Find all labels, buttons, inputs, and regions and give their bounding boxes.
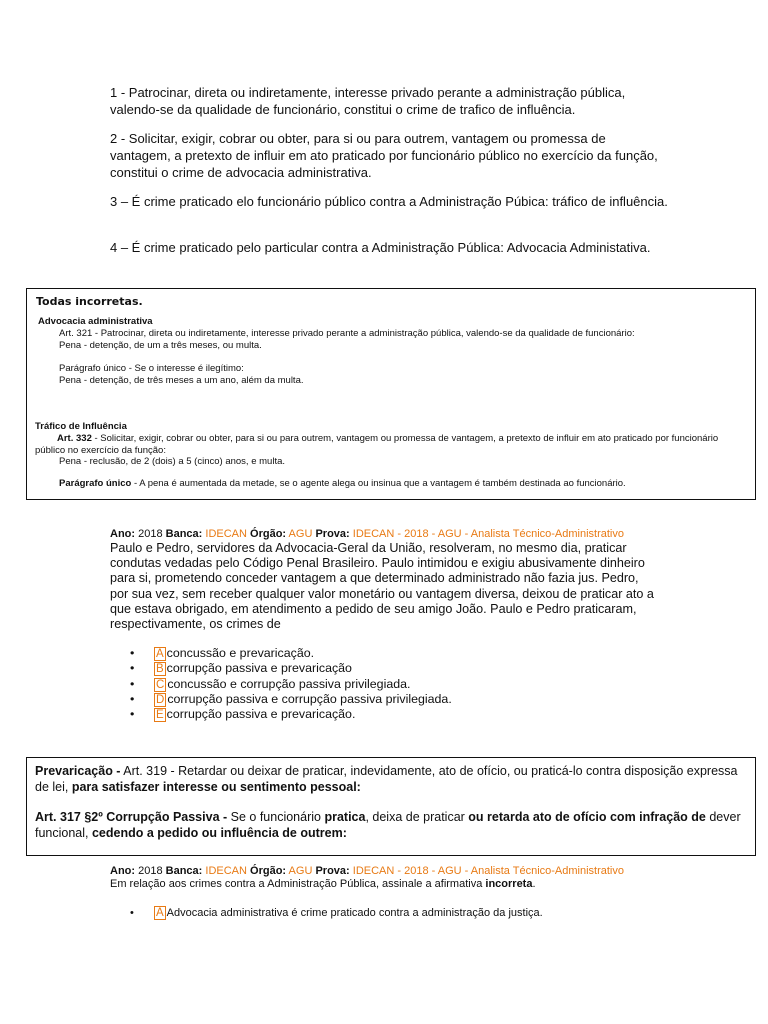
corrupcao-text xyxy=(35,810,751,841)
traf-art-label: Art. 332 xyxy=(57,433,92,444)
q1-options xyxy=(130,646,690,722)
adv-paragrafo: Parágrafo único - Se o interesse é ilegítimo: xyxy=(59,363,244,374)
bullet-icon: • xyxy=(130,907,134,919)
q2-meta xyxy=(110,864,624,878)
q2-text-before: Em relação aos crimes contra a Administração Pública, assinale a afirmativa xyxy=(110,878,486,890)
q1-ano: 2018 xyxy=(138,528,163,540)
traf-paragrafo xyxy=(59,478,749,490)
q2-text-after: . xyxy=(532,878,536,890)
traf-par-text: - A pena é aumentada da metade, se o agente alega ou insinua que a vantagem é também destinada ao funcionário. xyxy=(131,478,626,489)
adv-pena-2: Pena - detenção, de três meses a um ano, além da multa. xyxy=(59,375,304,386)
q1-prova-link[interactable]: IDECAN - 2018 - AGU - Analista Técnico-Administrativo xyxy=(352,528,624,540)
prev-bold: para satisfazer interesse ou sentimento pessoal: xyxy=(71,779,361,794)
q1-option-b-letter[interactable]: B xyxy=(156,663,164,676)
adv-heading: Advocacia administrativa xyxy=(38,316,153,327)
q1-option-c-text: concussão e corrupção passiva privilegiada. xyxy=(167,676,411,691)
q2-option-a[interactable] xyxy=(130,906,690,921)
q1-option-d[interactable] xyxy=(130,692,690,707)
corr-t3: dever funcional, xyxy=(35,810,741,840)
q1-meta xyxy=(110,527,624,541)
q1-text: Paulo e Pedro, servidores da Advocacia-Geral da União, resolveram, no mesmo dia, praticar condutas vedadas pelo Código Penal Brasileiro. Paulo intimidou e exigiu abusivamente dinheiro para si, prometendo conceder vantagem a que determinado administrado não fazia jus. Pedro, por sua vez, sem receber qualquer valor monetário ou vantagem diversa, deixou de praticar ato a que estava obrigado, em atendimento a pedido de seu amigo João. Paulo e Pedro praticaram, respectivamente, os crimes de xyxy=(110,541,654,632)
q1-option-e-letter[interactable]: E xyxy=(156,709,164,722)
q1-orgao-link[interactable]: AGU xyxy=(288,528,313,540)
answer-title: Todas incorretas. xyxy=(36,295,143,308)
prevaricacao-text xyxy=(35,764,747,795)
q2-text xyxy=(110,877,536,891)
q2-prova-label: Prova: xyxy=(315,865,350,877)
q1-banca-link[interactable]: IDECAN xyxy=(205,528,247,540)
traf-pena: Pena - reclusão, de 2 (dois) a 5 (cinco) anos, e multa. xyxy=(59,456,286,467)
explanation-box xyxy=(26,757,756,856)
statement-3: 3 – É crime praticado elo funcionário público contra a Administração Púbica: tráfico de influência. xyxy=(110,194,668,209)
q1-ano-label: Ano: xyxy=(110,528,136,540)
corr-b1: pratica xyxy=(324,810,366,824)
q2-banca-link[interactable]: IDECAN xyxy=(205,865,247,877)
traf-art-text: - Solicitar, exigir, cobrar ou obter, para si ou para outrem, vantagem ou promessa de vantagem, a pretexto de influir em ato praticado por funcionário público no exercício da função: xyxy=(35,433,719,456)
q1-option-a[interactable] xyxy=(130,646,690,661)
q2-ano-label: Ano: xyxy=(110,865,136,877)
q2-option-a-text: Advocacia administrativa é crime praticado contra a administração da justiça. xyxy=(166,907,543,919)
prev-label: Prevaricação - xyxy=(35,764,121,778)
bullet-icon: • xyxy=(130,707,135,722)
adv-article: Art. 321 - Patrocinar, direta ou indiretamente, interesse privado perante a administração pública, valendo-se da qualidade de funcionário: xyxy=(59,328,635,339)
q2-orgao-link[interactable]: AGU xyxy=(288,865,313,877)
corr-b2: ou retarda ato de ofício com infração de xyxy=(468,810,706,824)
q2-banca-label: Banca: xyxy=(165,865,203,877)
bullet-icon: • xyxy=(130,646,135,660)
traf-article xyxy=(35,433,735,457)
q2-ano: 2018 xyxy=(138,865,163,877)
q1-option-e[interactable] xyxy=(130,707,690,722)
q2-prova-link[interactable]: IDECAN - 2018 - AGU - Analista Técnico-Administrativo xyxy=(352,865,624,877)
prev-text: Art. 319 - Retardar ou deixar de praticar, indevidamente, ato de ofício, ou praticá-lo contra disposição expressa de lei, xyxy=(35,764,738,794)
q1-option-d-letter[interactable]: D xyxy=(156,693,165,706)
q1-option-e-text: corrupção passiva e prevaricação. xyxy=(166,707,356,722)
q1-option-a-text: concussão e prevaricação. xyxy=(166,646,315,660)
q2-options xyxy=(130,906,690,921)
corr-t2: , deixa de praticar xyxy=(365,810,469,824)
answer-box xyxy=(26,288,756,500)
traf-par-label: Parágrafo único xyxy=(59,478,132,489)
q1-option-d-text: corrupção passiva e corrupção passiva privilegiada. xyxy=(167,691,452,706)
bullet-icon: • xyxy=(130,661,135,676)
statement-4: 4 – É crime praticado pelo particular contra a Administração Pública: Advocacia Administativa. xyxy=(110,240,651,255)
statement-2: 2 - Solicitar, exigir, cobrar ou obter, para si ou para outrem, vantagem ou promessa de vantagem, a pretexto de influir em ato praticado por funcionário público no exercício da função, constitui o crime de advocacia administrativa. xyxy=(110,131,658,180)
q1-option-b[interactable] xyxy=(130,661,690,676)
bullet-icon: • xyxy=(130,691,135,706)
corr-t1: Se o funcionário xyxy=(227,810,325,824)
q1-orgao-label: Órgão: xyxy=(250,528,287,540)
q1-option-c[interactable] xyxy=(130,677,690,692)
adv-pena: Pena - detenção, de um a três meses, ou multa. xyxy=(59,340,262,351)
statement-1: 1 - Patrocinar, direta ou indiretamente, interesse privado perante a administração pública, valendo-se da qualidade de funcionário, constitui o crime de trafico de influência. xyxy=(110,85,626,117)
q2-option-a-letter[interactable]: A xyxy=(156,907,164,919)
q1-prova-label: Prova: xyxy=(315,528,350,540)
q1-option-b-text: corrupção passiva e prevaricação xyxy=(166,661,352,676)
traf-heading: Tráfico de Influência xyxy=(35,421,127,432)
bullet-icon: • xyxy=(130,676,135,691)
corr-b3: cedendo a pedido ou influência de outrem: xyxy=(91,825,347,840)
q1-option-a-letter[interactable]: A xyxy=(156,648,164,660)
q2-orgao-label: Órgão: xyxy=(250,865,287,877)
corr-label: Art. 317 §2º Corrupção Passiva - xyxy=(35,810,228,824)
q1-option-c-letter[interactable]: C xyxy=(156,678,165,691)
q2-text-bold: incorreta xyxy=(485,878,533,890)
q1-banca-label: Banca: xyxy=(165,528,203,540)
